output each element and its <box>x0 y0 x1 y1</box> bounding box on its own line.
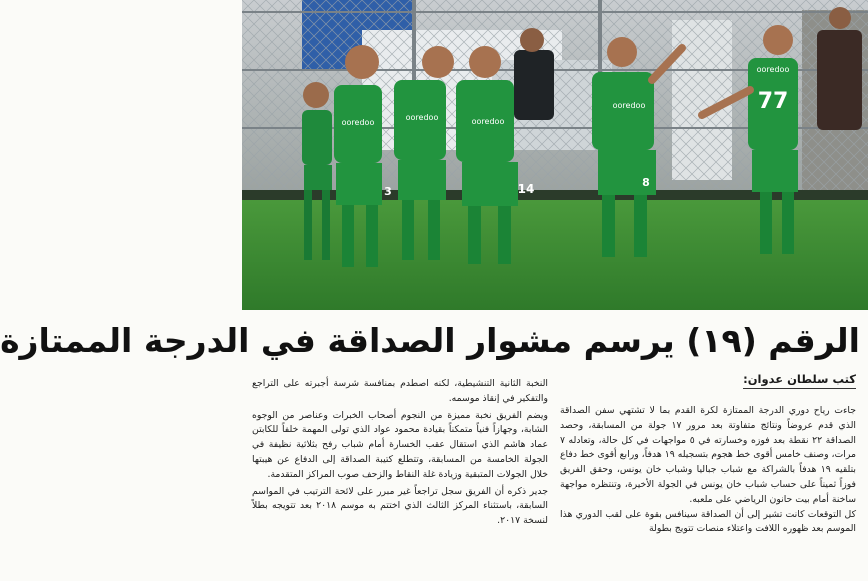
svg-text:3: 3 <box>384 185 392 198</box>
paragraph: النخبة الثانية التنشيطية، لكنه اصطدم بمنافسة شرسة أجبرته على التراجع والتفكير في إنقاذ موسمه. <box>252 378 548 404</box>
paragraph: جدير ذكره أن الفريق سجل تراجعاً غير مبرر على لائحة الترتيب في المواسم السابقة، باستثناء المركز الثالث الذي اختتم به موسم ٢٠١٨ بعد تتويجه بطلاً لنسخة ٢٠١٧. <box>252 485 548 527</box>
svg-text:8: 8 <box>642 176 650 189</box>
article-column-right <box>560 404 856 537</box>
paragraph: جاءت رياح دوري الدرجة الممتازة لكرة القدم بما لا تشتهي سفن الصداقة الذي قدم عروضاً ونتائج متفاوتة بعد مرور ١٧ جولة من المسابقة، وحصد الصداقة ٢٢ نقطة بعد فوزه وخسارته في ٥ مواجهات في كل حالة، وتعادله ٧ مرات، وصنف خامس أقوى خط هجوم بتسجيله ١٩ هدفاً، ورابع أقوى خط دفاع بتلقيه ١٩ هدفاً بالشراكة مع شباب جباليا وشباب خان يونس، وحقق الفريق فوزاً ثميناً على حساب شباب خان يونس في الجولة الأخيرة، وتنتظره مواجهة ساخنة أمام بيت حانون الرياضي على ملعبه. <box>560 405 857 505</box>
svg-text:ooredoo: ooredoo <box>612 101 646 110</box>
svg-text:ooredoo: ooredoo <box>341 118 375 127</box>
svg-text:77: 77 <box>757 89 789 114</box>
article-headline: الرقم (١٩) يرسم مشوار الصداقة في الدرجة الممتازة <box>0 321 860 360</box>
author-byline: كتب سلطان عدوان: <box>743 371 856 389</box>
svg-text:14: 14 <box>517 182 535 196</box>
svg-text:ooredoo: ooredoo <box>405 113 439 122</box>
team-photo <box>242 0 868 310</box>
paragraph: كل التوقعات كانت تشير إلى أن الصداقة سينافس بقوة على لقب الدوري هذا الموسم بعد ظهوره اللافت واعتلاء منصات تتويج بطولة <box>560 508 856 535</box>
paragraph: ويضم الفريق نخبة مميزة من النجوم أصحاب الخبرات وعناصر من الوجوه الشابة، وجهازاً فنياً متمكناً بقيادة محمود عواد الذي تولى المهمة خلفاً للكابتن عماد هاشم الذي استقال عقب الخسارة أمام شباب رفح بثلاثية نظيفة في الجولة الخامسة من المسابقة، وتتطلع كتيبة الصداقة إلى الدفاع عن هيبتها خلال الجولات المتبقية وزيادة غلة النقاط والزحف صوب المراكز المتقدمة. <box>252 409 548 480</box>
svg-text:ooredoo: ooredoo <box>756 65 790 74</box>
article-column-left <box>252 377 548 529</box>
svg-text:ooredoo: ooredoo <box>471 117 505 126</box>
